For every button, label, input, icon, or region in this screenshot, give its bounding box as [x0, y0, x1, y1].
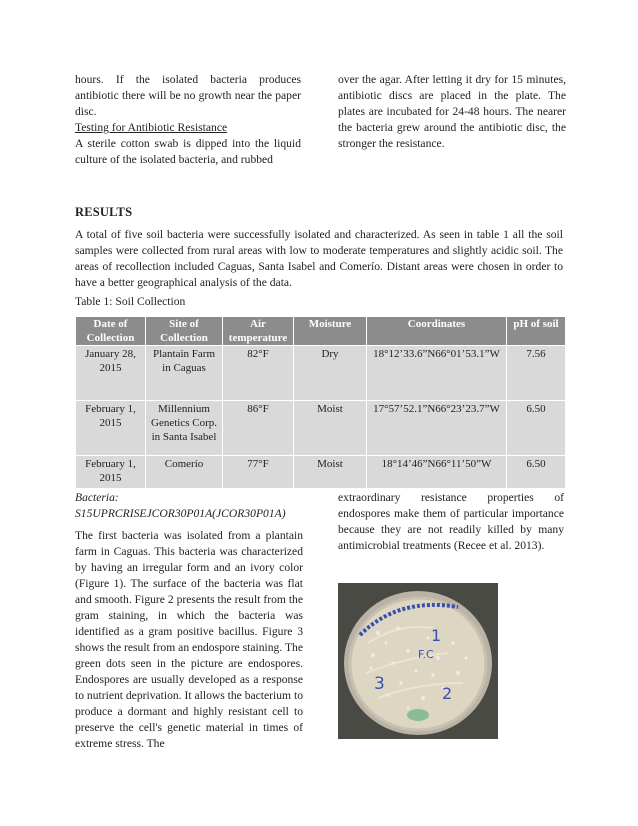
label-tape — [407, 709, 429, 721]
table-cell: Dry — [294, 346, 367, 401]
table-row — [76, 456, 566, 489]
table-caption: Table 1: Soil Collection — [75, 295, 186, 308]
table-cell: 77°F — [223, 456, 294, 489]
table-header: pH of soil — [507, 317, 566, 346]
table-row — [76, 401, 566, 456]
table-header: Coordinates — [367, 317, 507, 346]
table-cell: 82°F — [223, 346, 294, 401]
bacteria-paragraph-continued: extraordinary resistance properties of endospores make them of particular importance because they are not readily killed by many antimicrobial treatments (Recee et al. 2013). — [338, 491, 564, 552]
top-left-paragraph-2: A sterile cotton swab is dipped into the liquid culture of the isolated bacteria, and rubbed — [75, 137, 301, 166]
bacteria-body-left — [75, 528, 303, 752]
table-row — [76, 346, 566, 401]
table-cell: 6.50 — [507, 401, 566, 456]
table-cell: 18°14’46”N66°11’50”W — [367, 456, 507, 489]
antibiotic-resistance-subheading: Testing for Antibiotic Resistance — [75, 121, 228, 134]
table-cell: Moist — [294, 401, 367, 456]
table-cell: Millennium Genetics Corp. in Santa Isabel — [146, 401, 223, 456]
top-left-column — [75, 72, 301, 168]
plate-mark-1: 1 — [431, 626, 442, 645]
table-cell: Comerío — [146, 456, 223, 489]
table-header-row — [76, 317, 566, 346]
plate-mark-3: 3 — [374, 674, 385, 694]
bacteria-id: S15UPRCRISEJCOR30P01A(JCOR30P01A) — [75, 507, 286, 520]
bacteria-body-right — [338, 490, 564, 554]
table-cell: 6.50 — [507, 456, 566, 489]
bacteria-paragraph: The first bacteria was isolated from a plantain farm in Caguas. This bacteria was characterized by having an irregular form and an ivory color (Figure 1). The surface of the bacteria was flat and smooth. Figure 2 presents the result from the gram staining, in which the bacteria was identified as a gram positive bacillus. Figure 3 shows the result from an endospore staining. The green dots seen in the picture are endospores. Endospores are usually developed as a response to nutrient deprivation. It allows the bacterium to produce a dormant and highly resistant cell to preserve the cell's genetic material in times of extreme stress. The — [75, 529, 303, 750]
top-right-column — [338, 72, 566, 152]
table-header: Air temperature — [223, 317, 294, 346]
table-header: Site of Collection — [146, 317, 223, 346]
table-cell: Moist — [294, 456, 367, 489]
table-cell: February 1, 2015 — [76, 456, 146, 489]
top-left-paragraph-1: hours. If the isolated bacteria produces antibiotic there will be no growth near the paper disc. — [75, 73, 301, 118]
results-body — [75, 227, 563, 291]
plate-mark-2: 2 — [442, 684, 453, 703]
table-cell: Plantain Farm in Caguas — [146, 346, 223, 401]
petri-dish-figure — [338, 583, 498, 739]
table-cell: 17°57’52.1”N66°23’23.7”W — [367, 401, 507, 456]
bacteria-label: Bacteria: — [75, 491, 119, 504]
bacteria-title — [75, 490, 315, 522]
table-cell: 18°12’33.6”N66°01’53.1”W — [367, 346, 507, 401]
results-paragraph: A total of five soil bacteria were successfully isolated and characterized. As seen in table 1 all the soil samples were collected from rural areas with low to moderate temperatures and slightly acidic soil. The areas of recollection included Caguas, Santa Isabel and Comerío. Distant areas were chosen in order to have a better geographical analysis of the data. — [75, 228, 563, 289]
results-heading: RESULTS — [75, 205, 133, 219]
table-cell: February 1, 2015 — [76, 401, 146, 456]
soil-collection-table — [75, 316, 566, 489]
table-header: Moisture — [294, 317, 367, 346]
table-header: Date of Collection — [76, 317, 146, 346]
table-cell: 86°F — [223, 401, 294, 456]
table-cell: 7.56 — [507, 346, 566, 401]
plate-mark-fc: F.C — [418, 648, 434, 661]
top-right-paragraph-1: over the agar. After letting it dry for 15 minutes, antibiotic discs are placed in the plate. The plates are incubated for 24-48 hours. The nearer the bacteria grew around the antibiotic disc, the stronger the resistance. — [338, 73, 566, 150]
table-cell: January 28, 2015 — [76, 346, 146, 401]
